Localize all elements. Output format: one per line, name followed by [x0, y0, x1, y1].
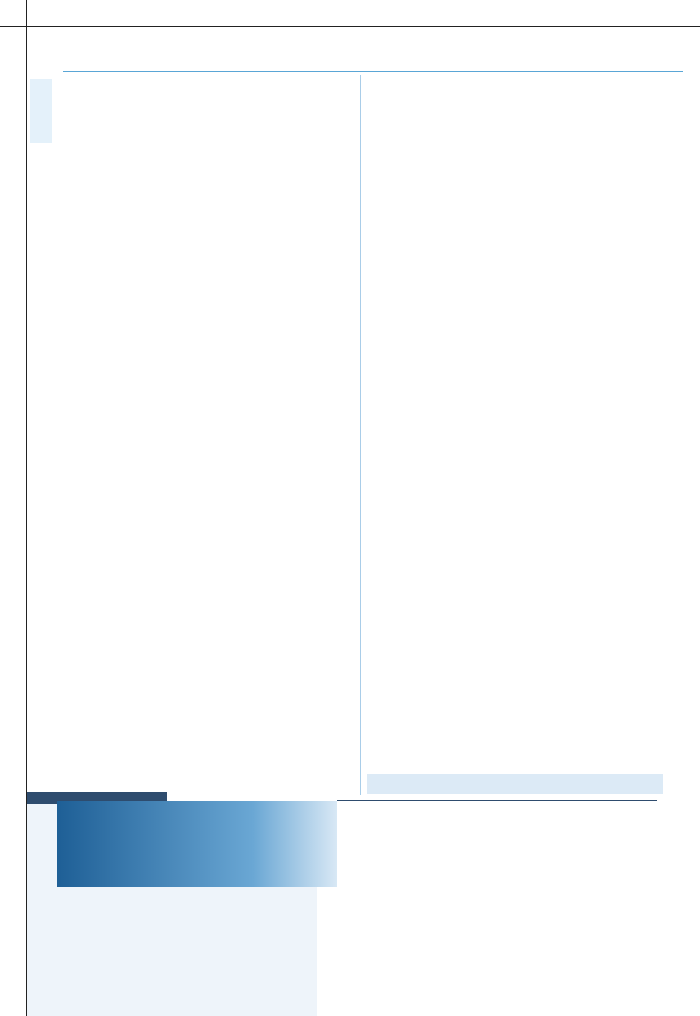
column-title-band [57, 801, 337, 887]
book-tab [30, 79, 52, 143]
ruler-ticks-top [0, 0, 700, 26]
bible-page [27, 27, 700, 1016]
ruler-corner [0, 0, 27, 27]
column-divider [360, 75, 361, 795]
horizontal-ruler[interactable] [0, 0, 700, 27]
header-rule [63, 71, 683, 72]
footnote [367, 774, 663, 794]
column-rule [337, 800, 657, 801]
ruler-ticks-left [0, 26, 26, 1016]
vertical-ruler[interactable] [0, 26, 27, 1016]
